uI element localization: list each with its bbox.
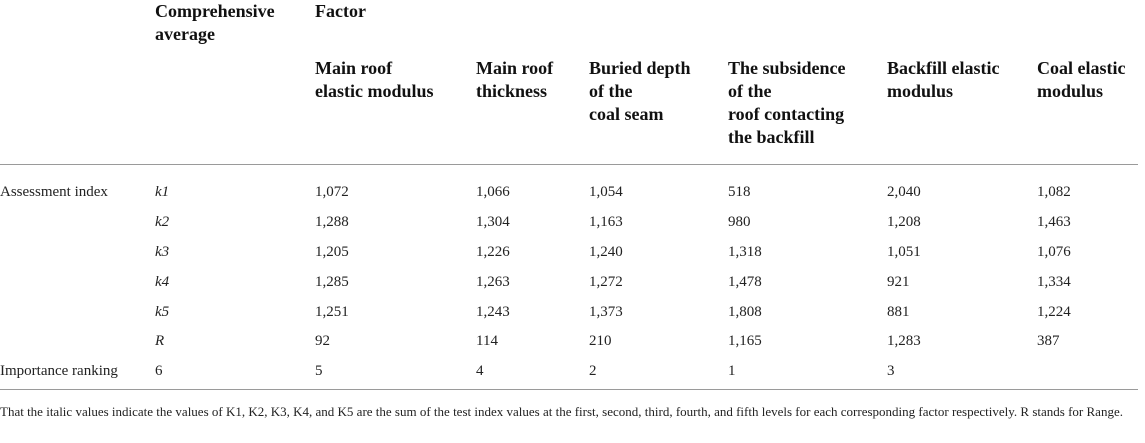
- header-line: Main roof: [315, 58, 393, 78]
- table-cell: 1,251: [315, 304, 349, 320]
- table-cell: 1,240: [589, 244, 623, 260]
- header-line: Main roof: [476, 58, 554, 78]
- table-cell: 1,304: [476, 214, 510, 230]
- header-line: modulus: [1037, 81, 1104, 101]
- table-cell: 1,288: [315, 214, 349, 230]
- table-cell: 1,463: [1037, 214, 1071, 230]
- column-header-buried-depth: [589, 57, 691, 126]
- table-cell: 1,224: [1037, 304, 1071, 320]
- table-cell: 1,478: [728, 274, 762, 290]
- row-label: k5: [155, 304, 170, 320]
- header-divider: [0, 164, 1138, 165]
- header-line: modulus: [887, 81, 954, 101]
- table-cell: 1,243: [476, 304, 510, 320]
- table-cell: 1,226: [476, 244, 510, 260]
- header-line: roof contacting: [728, 104, 845, 124]
- table-cell: 5: [315, 363, 323, 379]
- table-cell: 210: [589, 333, 612, 349]
- row-label: k3: [155, 244, 170, 260]
- table-cell: 2,040: [887, 184, 921, 200]
- header-line: elastic modulus: [315, 81, 434, 101]
- table-cell: 1,318: [728, 244, 762, 260]
- column-header-roof-subsidence: [728, 57, 846, 149]
- table-cell: 1,205: [315, 244, 349, 260]
- header-line: average: [155, 24, 215, 44]
- column-header-backfill-elastic-modulus: [887, 57, 999, 103]
- table-cell: 1,272: [589, 274, 623, 290]
- table-cell: 1,283: [887, 333, 921, 349]
- header-line: Backfill elastic: [887, 58, 1000, 78]
- header-line: the backfill: [728, 127, 815, 147]
- column-header-coal-elastic-modulus: [1037, 57, 1125, 103]
- table-cell: 1,076: [1037, 244, 1071, 260]
- table-cell: 1,334: [1037, 274, 1071, 290]
- header-factor: Factor: [315, 1, 366, 21]
- table-cell: 1,163: [589, 214, 623, 230]
- table-cell: 2: [589, 363, 597, 379]
- table-cell: 1,072: [315, 184, 349, 200]
- column-header-main-roof-thickness: [476, 57, 553, 103]
- table-cell: 1,373: [589, 304, 623, 320]
- row-label: R: [155, 333, 165, 349]
- row-label: k1: [155, 184, 170, 200]
- table-cell: 114: [476, 333, 498, 349]
- table-bottom-rule: [0, 389, 1138, 390]
- table-cell: 92: [315, 333, 330, 349]
- table-cell: 1,808: [728, 304, 762, 320]
- header-line: Coal elastic: [1037, 58, 1126, 78]
- table-cell: 1,285: [315, 274, 349, 290]
- table-cell: 980: [728, 214, 751, 230]
- table-cell: 3: [887, 363, 895, 379]
- row-label: k4: [155, 274, 170, 290]
- table-cell: 1,066: [476, 184, 510, 200]
- table-cell: 1,051: [887, 244, 921, 260]
- header-comprehensive-average: [155, 0, 275, 46]
- header-line: Comprehensive: [155, 1, 275, 21]
- section-label-assessment-index: Assessment index: [0, 184, 108, 200]
- table-cell: 1,208: [887, 214, 921, 230]
- table-cell: 881: [887, 304, 910, 320]
- table-footnote: That the italic values indicate the values of K1, K2, K3, K4, and K5 are the sum of the test index values at the first, second, third, fourth, and fifth levels for each corresponding factor respectively. R stands for Range.: [0, 404, 1123, 419]
- table-cell: 6: [155, 363, 163, 379]
- row-label: k2: [155, 214, 170, 230]
- table-cell: 1: [728, 363, 736, 379]
- header-line: The subsidence: [728, 58, 846, 78]
- header-line: coal seam: [589, 104, 664, 124]
- header-line: Buried depth: [589, 58, 691, 78]
- table-cell: 1,082: [1037, 184, 1071, 200]
- table-cell: 4: [476, 363, 484, 379]
- header-line: thickness: [476, 81, 548, 101]
- column-header-main-roof-elastic-modulus: [315, 57, 434, 103]
- header-line: of the: [728, 81, 772, 101]
- row-label-importance-ranking: Importance ranking: [0, 363, 118, 379]
- table-cell: 921: [887, 274, 910, 290]
- table-cell: 387: [1037, 333, 1060, 349]
- table-cell: 1,263: [476, 274, 510, 290]
- header-line: of the: [589, 81, 633, 101]
- table-cell: 1,054: [589, 184, 623, 200]
- table-cell: 518: [728, 184, 751, 200]
- table-cell: 1,165: [728, 333, 762, 349]
